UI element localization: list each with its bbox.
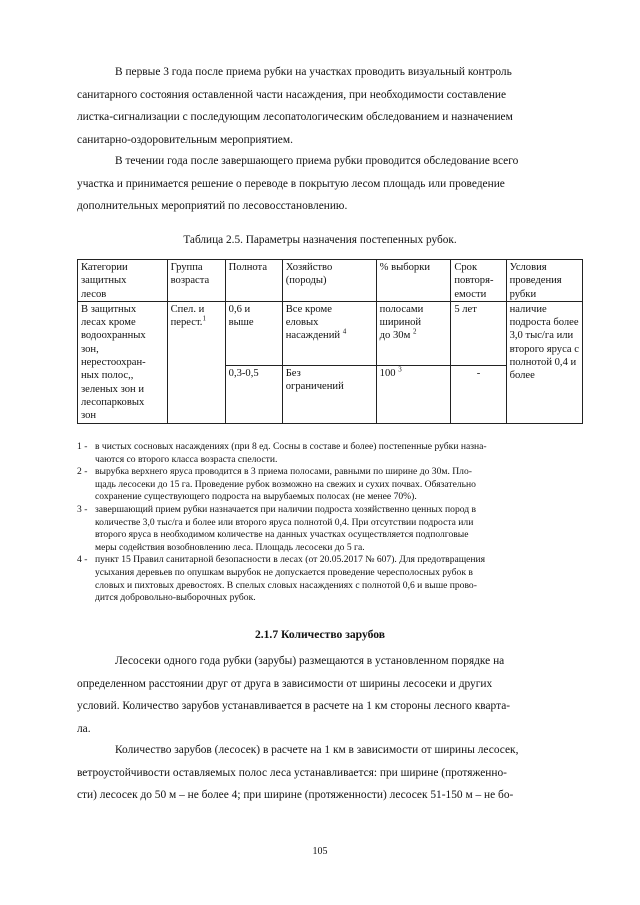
text-line: сти) лесосек до 50 м – не более 4; при ширине (протяженности) лесосек 51-150 м – не бо-	[77, 789, 514, 801]
table-footnotes	[77, 441, 581, 605]
footnote-3: 3 - завершающий прием рубки назначается при наличии подроста хозяйственно ценных пород в количестве 3,0 тыс/га и более или второго яруса полнотой 0,4. При отсутствии подроста или второго яруса в необходимом количестве на данных участках осуществляется подполговые меры содействия возобновлению леса. Площадь лесосеки до 5 га.	[77, 503, 477, 553]
text-line: санитарно-оздоровительным мероприятием.	[77, 133, 293, 146]
footnote-number: 2 -	[77, 466, 88, 478]
cell-selection: полосами шириной до 30м $^2$	[376, 301, 451, 365]
footnote-number: 4 -	[77, 554, 88, 566]
text-line: В первые 3 года после приема рубки на участках проводить визуальный контроль	[115, 66, 512, 78]
section-paragraph-1	[77, 650, 580, 740]
cell-period: -	[451, 365, 506, 423]
text-line: В течении года после завершающего приема рубки проводится обследование всего	[115, 155, 519, 167]
header-category: Категории защитных лесов	[78, 260, 168, 302]
cell-age-group: Спел. и перест.$^1$	[167, 301, 225, 423]
footnote-ref: 3	[398, 365, 402, 374]
text-line: Количество зарубов (лесосек) в расчете на 1 км в зависимости от ширины лесосек,	[115, 744, 519, 756]
table-header-row	[78, 260, 583, 302]
cell-economy: Все кроме еловых насаждений $^4$	[282, 301, 376, 365]
footnote-ref: 2	[412, 327, 417, 336]
header-period: Срок повторя- емости	[451, 260, 506, 302]
page-number: 105	[312, 846, 328, 857]
cell-economy: Без ограничений	[282, 365, 376, 423]
text-line: ветроустойчивости оставляемых полос леса устанавливается: при ширине (протяженно-	[77, 766, 507, 779]
footnote-ref: 4	[342, 327, 347, 336]
cell-density: 0,6 и выше	[225, 301, 282, 365]
footnote-ref: 1	[202, 314, 206, 323]
table-caption: Таблица 2.5. Параметры назначения постепенных рубок.	[183, 234, 457, 246]
parameters-table	[77, 259, 583, 424]
text-line: участка и принимается решение о переводе в покрытую лесом площадь или проведение	[77, 177, 505, 190]
intro-paragraph-2	[77, 150, 580, 218]
footnote-2: 2 - вырубка верхнего яруса проводится в 3 приема полосами, равными по ширине до 30м. Пло- щадь лесосеки до 15 га. Проведение рубок возможно на свежих и сухих почвах. Обязательно сохранение существующего подроста на вырубаемых полосах (не менее 70%).	[77, 466, 476, 503]
header-conditions: Условия проведения рубки	[506, 260, 582, 302]
header-density: Полнота	[225, 260, 282, 302]
footnote-4: 4 - пункт 15 Правил санитарной безопасности в лесах (от 20.05.2017 № 607). Для предотвращения усыхания деревьев по опушкам вырубок не допускается проведение чересполосных рубок в словых и пихтовых древостоях. В спелых словых насаждениях с полнотой 0,6 и выше прово- дится добровольно-выборочных рубок.	[77, 554, 486, 604]
footnote-number: 1 -	[77, 441, 88, 452]
section-paragraph-2	[77, 739, 580, 807]
text-line: условий. Количество зарубов устанавливается в расчете на 1 км стороны лесного кварта-	[77, 700, 511, 712]
header-selection: % выборки	[376, 260, 451, 302]
text-line: Лесосеки одного года рубки (зарубы) размещаются в установленном порядке на	[115, 655, 505, 667]
header-age-group: Группа возраста	[167, 260, 225, 302]
cell-period: 5 лет	[451, 301, 506, 365]
text-line: дополнительных мероприятий по лесовосстановлению.	[77, 200, 348, 212]
cell-conditions: наличие подроста более 3,0 тыс/га или второго яруса с полнотой 0,4 и более	[506, 301, 582, 423]
intro-paragraph-1	[77, 61, 580, 151]
text-line: определенном расстоянии друг от друга в зависимости от ширины лесосеки и других	[77, 677, 493, 690]
cell-density: 0,3-0,5	[225, 365, 282, 423]
section-heading: 2.1.7 Количество зарубов	[254, 628, 386, 641]
cell-category: В защитных лесах кроме водоохранных зон, нерестоохран- ных полос,, зеленых зон и лесопарковых зон	[78, 301, 168, 423]
footnote-1: 1 - в чистых сосновых насаждениях (при 8 ед. Сосны в составе и более) постепенные рубки назна- чаются со второго класса возраста спелости.	[77, 441, 487, 465]
footnote-number: 3 -	[77, 503, 88, 515]
text-line: ла.	[77, 722, 91, 735]
text-line: санитарного состояния оставленной части насаждения, при необходимости составление	[77, 88, 507, 101]
header-economy: Хозяйство (породы)	[282, 260, 376, 302]
cell-selection: 100 $^3$	[376, 365, 451, 423]
text-line: листка-сигнализации с последующим лесопатологическим обследованием и назначением	[77, 111, 513, 123]
table-row	[78, 301, 583, 365]
